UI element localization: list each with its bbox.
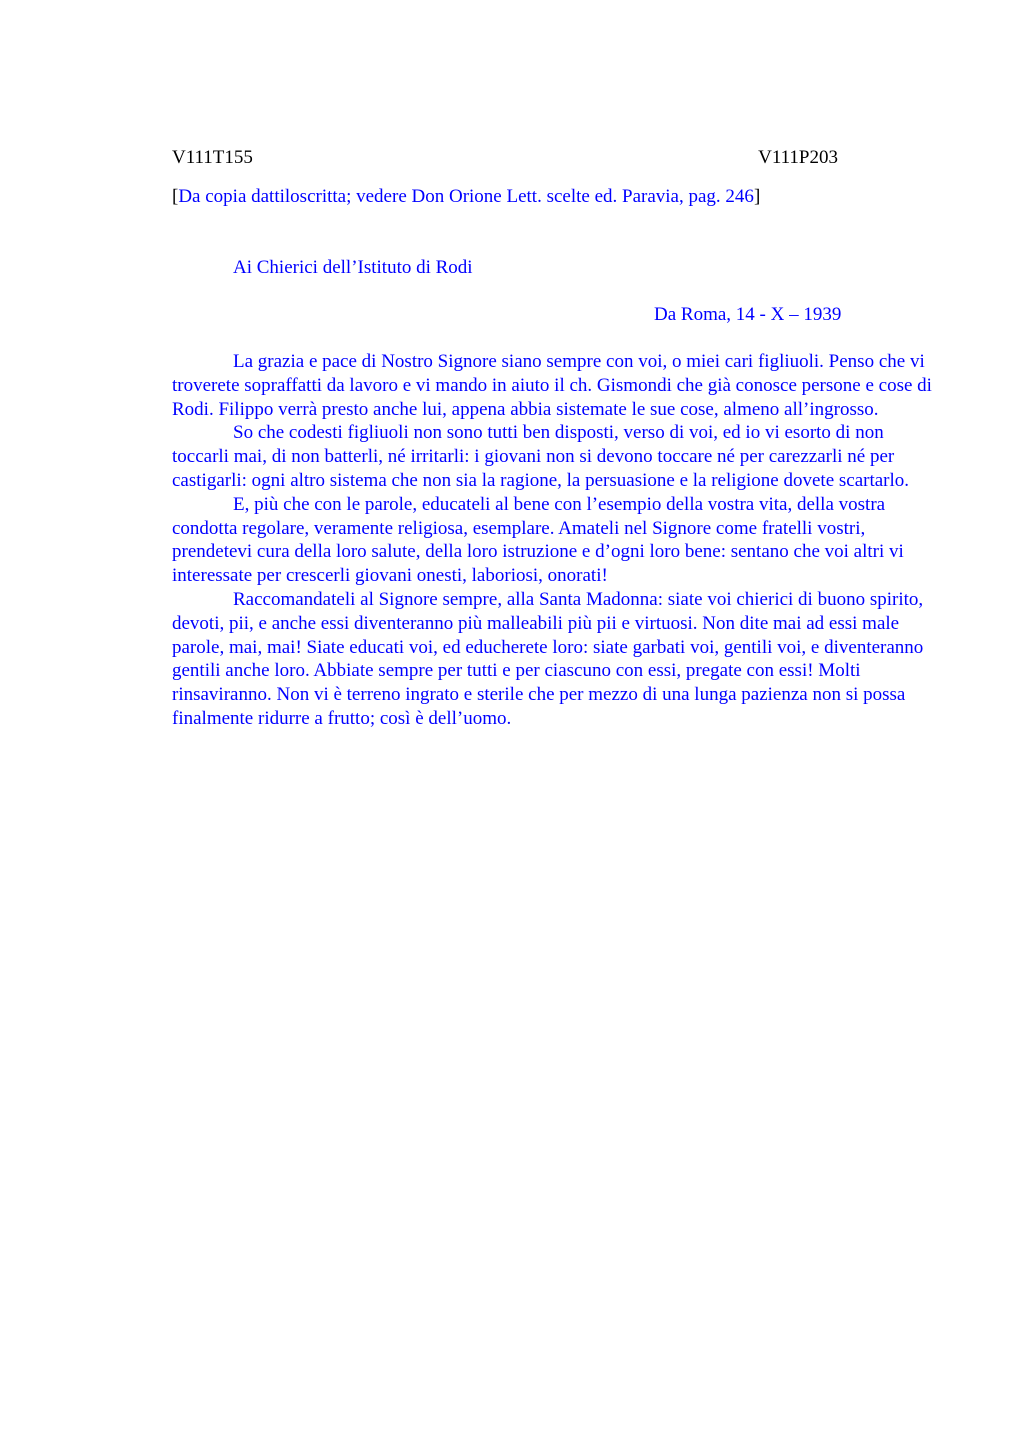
letter-addressee: Ai Chierici dell’Istituto di Rodi [233, 257, 473, 278]
document-page [172, 146, 932, 731]
body-paragraph: Raccomandateli al Signore sempre, alla Santa Madonna: siate voi chierici di buono spirito, devoti, pii, e anche essi diventeranno più malleabili più pii e virtuosi. Non dite mai ad essi male parole, mai, mai! Siate educati voi, ed educherete loro: siate garbati voi, gentili voi, e diventeranno gentili anche loro. Abbiate sempre per tutti e per ciascuno con essi, pregate con essi! Molti rinsaviranno. Non vi è terreno ingrato e sterile che per mezzo di una lunga pazienza non si possa finalmente ridurre a frutto; così è dell’uomo. [172, 588, 924, 729]
source-note-text: Da copia dattiloscritta; vedere Don Orione Lett. scelte ed. Paravia, pag. 246 [178, 186, 754, 207]
left-reference-code: V111T155 [172, 147, 253, 168]
body-paragraph: E, più che con le parole, educateli al bene con l’esempio della vostra vita, della vostra condotta regolare, veramente religiosa, esemplare. Amateli nel Signore come fratelli vostri, prendetevi cura della loro salute, della loro istruzione e d’ogni loro bene: sentano che voi altri vi interessate per crescerli giovani onesti, laboriosi, onorati! [172, 493, 904, 587]
letter-dateline: Da Roma, 14 - X – 1939 [654, 304, 842, 325]
source-note [172, 185, 932, 209]
source-note-open-bracket: [ [172, 186, 179, 207]
letter-body [172, 350, 932, 731]
source-note-close-bracket: ] [753, 186, 761, 207]
body-paragraph: So che codesti figliuoli non sono tutti ben disposti, verso di voi, ed io vi esorto di non toccarli mai, di non batterli, né irritarli: i giovani non si devono toccare né per carezzarli né per castigarli: ogni altro sistema che non sia la ragione, la persuasione e la religione dovete scartarlo. [172, 422, 910, 491]
right-reference-code: V111P203 [758, 147, 838, 168]
reference-header [172, 146, 838, 170]
body-paragraph: La grazia e pace di Nostro Signore siano sempre con voi, o miei cari figliuoli. Penso che vi troverete sopraffatti da lavoro e vi mando in aiuto il ch. Gismondi che già conosce persone e cose di Rodi. Filippo verrà presto anche lui, appena abbia sistemate le sue cose, almeno all’ingrosso. [172, 351, 932, 420]
